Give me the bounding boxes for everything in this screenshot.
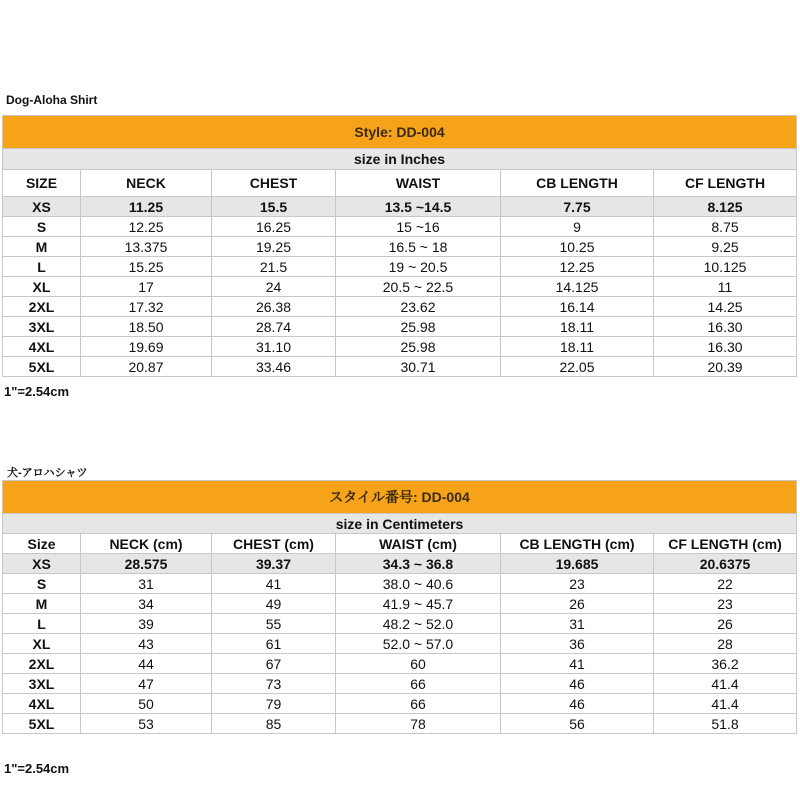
column-header: CB LENGTH (cm) [501, 534, 654, 554]
table-cell: 21.5 [212, 257, 336, 277]
table-cell: 30.71 [336, 357, 501, 377]
table-cell: 20.87 [81, 357, 212, 377]
size-label: 4XL [3, 694, 81, 714]
size-label: S [3, 574, 81, 594]
table-cell: 26 [501, 594, 654, 614]
inches-table-body [3, 116, 797, 377]
table-cell: 39.37 [212, 554, 336, 574]
table-cell: 22 [654, 574, 797, 594]
table-cell: 22.05 [501, 357, 654, 377]
table-row [3, 257, 797, 277]
table-cell: 15.5 [212, 197, 336, 217]
table-cell: 49 [212, 594, 336, 614]
table-cell: 66 [336, 694, 501, 714]
table-cell: 38.0 ~ 40.6 [336, 574, 501, 594]
size-label: S [3, 217, 81, 237]
table-cell: 31.10 [212, 337, 336, 357]
column-header: CF LENGTH [654, 170, 797, 197]
table-cell: 19 ~ 20.5 [336, 257, 501, 277]
table-cell: 11.25 [81, 197, 212, 217]
table-cell: 10.25 [501, 237, 654, 257]
column-header: CHEST [212, 170, 336, 197]
table-cell: 41 [501, 654, 654, 674]
column-header: NECK (cm) [81, 534, 212, 554]
table-cell: 36 [501, 634, 654, 654]
size-label: L [3, 257, 81, 277]
table-cell: 20.6375 [654, 554, 797, 574]
table-cell: 41.4 [654, 694, 797, 714]
table-cell: 15.25 [81, 257, 212, 277]
table-cell: 14.125 [501, 277, 654, 297]
table-row [3, 654, 797, 674]
table-row [3, 674, 797, 694]
table-cell: 8.125 [654, 197, 797, 217]
table-row [3, 317, 797, 337]
table-cell: 48.2 ~ 52.0 [336, 614, 501, 634]
size-label: L [3, 614, 81, 634]
header-row [3, 170, 797, 197]
size-label: 2XL [3, 297, 81, 317]
table-cell: 46 [501, 674, 654, 694]
table-cell: 36.2 [654, 654, 797, 674]
table-cell: 79 [212, 694, 336, 714]
table-cell: 78 [336, 714, 501, 734]
size-label: 4XL [3, 337, 81, 357]
table-cell: 50 [81, 694, 212, 714]
table-cell: 24 [212, 277, 336, 297]
table-cell: 56 [501, 714, 654, 734]
inches-size-table [2, 115, 797, 377]
size-label: 3XL [3, 674, 81, 694]
table-cell: 43 [81, 634, 212, 654]
column-header: CB LENGTH [501, 170, 654, 197]
centimeters-table-caption: 犬-アロハシャツ [7, 467, 88, 479]
table-cell: 53 [81, 714, 212, 734]
table-cell: 17 [81, 277, 212, 297]
table-cell: 47 [81, 674, 212, 694]
table-cell: 33.46 [212, 357, 336, 377]
table-cell: 19.685 [501, 554, 654, 574]
table-row [3, 297, 797, 317]
table-cell: 28 [654, 634, 797, 654]
table-cell: 41.9 ~ 45.7 [336, 594, 501, 614]
unit-label: size in Inches [3, 149, 797, 170]
style-title: Style: DD-004 [3, 116, 797, 149]
table-row [3, 554, 797, 574]
size-label: M [3, 237, 81, 257]
size-label: XS [3, 554, 81, 574]
table-cell: 9 [501, 217, 654, 237]
table-row [3, 337, 797, 357]
table-cell: 10.125 [654, 257, 797, 277]
size-label: 5XL [3, 357, 81, 377]
table-cell: 23 [501, 574, 654, 594]
table-cell: 18.11 [501, 337, 654, 357]
table-cell: 44 [81, 654, 212, 674]
inches-table-caption: Dog-Aloha Shirt [6, 93, 98, 107]
table-cell: 16.30 [654, 337, 797, 357]
table-cell: 26 [654, 614, 797, 634]
style-title-row [3, 116, 797, 149]
table-cell: 15 ~16 [336, 217, 501, 237]
column-header: CHEST (cm) [212, 534, 336, 554]
table-cell: 12.25 [501, 257, 654, 277]
style-title-row [3, 481, 797, 514]
table-cell: 41.4 [654, 674, 797, 694]
column-header: WAIST (cm) [336, 534, 501, 554]
table-cell: 11 [654, 277, 797, 297]
header-row [3, 534, 797, 554]
unit-label: size in Centimeters [3, 514, 797, 534]
table-cell: 16.14 [501, 297, 654, 317]
table-cell: 19.69 [81, 337, 212, 357]
size-label: 5XL [3, 714, 81, 734]
table-cell: 17.32 [81, 297, 212, 317]
table-cell: 19.25 [212, 237, 336, 257]
table-cell: 7.75 [501, 197, 654, 217]
table-cell: 28.575 [81, 554, 212, 574]
column-header: SIZE [3, 170, 81, 197]
table-cell: 61 [212, 634, 336, 654]
table-cell: 67 [212, 654, 336, 674]
table-cell: 55 [212, 614, 336, 634]
size-label: XL [3, 277, 81, 297]
style-title: スタイル番号: DD-004 [3, 481, 797, 514]
table-row [3, 594, 797, 614]
table-cell: 52.0 ~ 57.0 [336, 634, 501, 654]
table-cell: 39 [81, 614, 212, 634]
table-cell: 66 [336, 674, 501, 694]
table-cell: 25.98 [336, 317, 501, 337]
table-cell: 41 [212, 574, 336, 594]
table-cell: 16.5 ~ 18 [336, 237, 501, 257]
table-cell: 12.25 [81, 217, 212, 237]
table-cell: 26.38 [212, 297, 336, 317]
table-cell: 16.25 [212, 217, 336, 237]
table-row [3, 574, 797, 594]
size-label: XL [3, 634, 81, 654]
table-row [3, 634, 797, 654]
table-cell: 13.375 [81, 237, 212, 257]
table-row [3, 237, 797, 257]
table-cell: 20.39 [654, 357, 797, 377]
table-cell: 46 [501, 694, 654, 714]
table-cell: 31 [501, 614, 654, 634]
table-cell: 28.74 [212, 317, 336, 337]
centimeters-conversion-note: 1"=2.54cm [4, 761, 70, 776]
table-cell: 23.62 [336, 297, 501, 317]
table-cell: 34.3 ~ 36.8 [336, 554, 501, 574]
table-cell: 23 [654, 594, 797, 614]
table-cell: 31 [81, 574, 212, 594]
unit-row [3, 149, 797, 170]
table-cell: 13.5 ~14.5 [336, 197, 501, 217]
size-label: 3XL [3, 317, 81, 337]
table-cell: 9.25 [654, 237, 797, 257]
table-cell: 18.50 [81, 317, 212, 337]
table-row [3, 614, 797, 634]
column-header: Size [3, 534, 81, 554]
size-label: XS [3, 197, 81, 217]
size-label: M [3, 594, 81, 614]
column-header: NECK [81, 170, 212, 197]
table-cell: 85 [212, 714, 336, 734]
table-cell: 14.25 [654, 297, 797, 317]
table-cell: 73 [212, 674, 336, 694]
centimeters-table-body [3, 481, 797, 734]
table-cell: 8.75 [654, 217, 797, 237]
unit-row [3, 514, 797, 534]
table-row [3, 357, 797, 377]
centimeters-size-table [2, 480, 797, 734]
table-row [3, 217, 797, 237]
table-cell: 51.8 [654, 714, 797, 734]
table-cell: 25.98 [336, 337, 501, 357]
column-header: CF LENGTH (cm) [654, 534, 797, 554]
table-row [3, 197, 797, 217]
table-cell: 16.30 [654, 317, 797, 337]
table-row [3, 714, 797, 734]
column-header: WAIST [336, 170, 501, 197]
size-label: 2XL [3, 654, 81, 674]
table-row [3, 694, 797, 714]
table-cell: 60 [336, 654, 501, 674]
table-cell: 34 [81, 594, 212, 614]
table-cell: 20.5 ~ 22.5 [336, 277, 501, 297]
table-cell: 18.11 [501, 317, 654, 337]
table-row [3, 277, 797, 297]
inches-conversion-note: 1"=2.54cm [4, 384, 70, 399]
